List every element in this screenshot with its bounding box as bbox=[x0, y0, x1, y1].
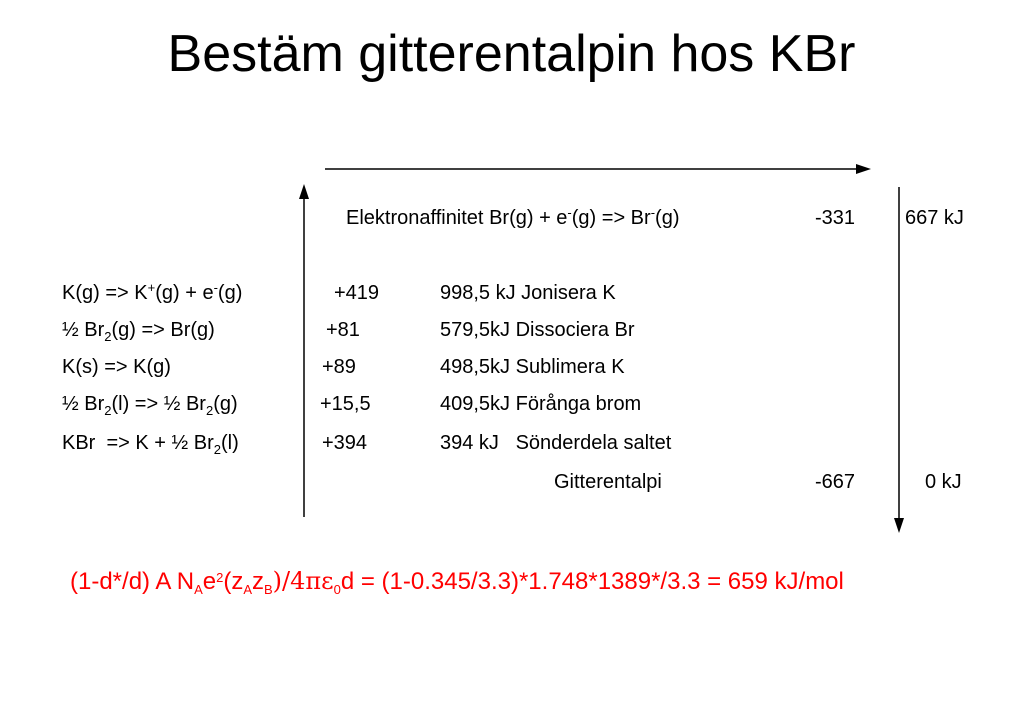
step-description: 409,5kJ Förånga brom bbox=[440, 393, 642, 415]
arrow-right-icon bbox=[325, 164, 871, 174]
step-description: 394 kJ Sönderdela saltet bbox=[440, 432, 672, 454]
step-description: 998,5 kJ Jonisera K bbox=[440, 282, 616, 304]
step-value: +394 bbox=[322, 432, 368, 454]
step-value: +89 bbox=[322, 356, 356, 378]
electron-affinity-equation: Elektronaffinitet Br(g) + e-(g) => Br-(g) bbox=[346, 205, 680, 229]
step-description: 498,5kJ Sublimera K bbox=[440, 356, 625, 378]
lattice-enthalpy-value: -667 bbox=[815, 471, 856, 493]
step-equation: K(s) => K(g) bbox=[62, 356, 171, 378]
lattice-enthalpy-energy: 0 kJ bbox=[925, 471, 962, 493]
page-title: Bestäm gitterentalpin hos KBr bbox=[167, 25, 856, 83]
step-value: +81 bbox=[326, 319, 360, 341]
step-description: 579,5kJ Dissociera Br bbox=[440, 319, 635, 341]
lattice-enthalpy-label: Gitterentalpi bbox=[554, 471, 662, 493]
step-equation: K(g) => K+(g) + e-(g) bbox=[62, 280, 243, 304]
arrow-down-icon bbox=[894, 187, 904, 533]
electron-affinity-energy: 667 kJ bbox=[905, 207, 964, 229]
step-equation: KBr => K + ½ $Br_2(l)$ bbox=[62, 432, 239, 457]
step-equation: ½ $Br_2(l)$ => ½ $Br_2(g)$ bbox=[62, 393, 238, 418]
step-equation: ½ $Br_2(g) => Br(g)$ bbox=[62, 319, 215, 344]
step-value: +419 bbox=[334, 282, 380, 304]
arrow-up-icon bbox=[299, 184, 309, 517]
lattice-energy-formula: (1-d*/d) A $N_Ae^2(z_Az_B)/4\pi\varepsilon_0d = (1-0.345/3.3)*1.748*1389*/3.3 = 659$ kJ/mol bbox=[70, 567, 844, 597]
electron-affinity-value: -331 bbox=[815, 207, 856, 229]
step-value: +15,5 bbox=[320, 393, 371, 415]
